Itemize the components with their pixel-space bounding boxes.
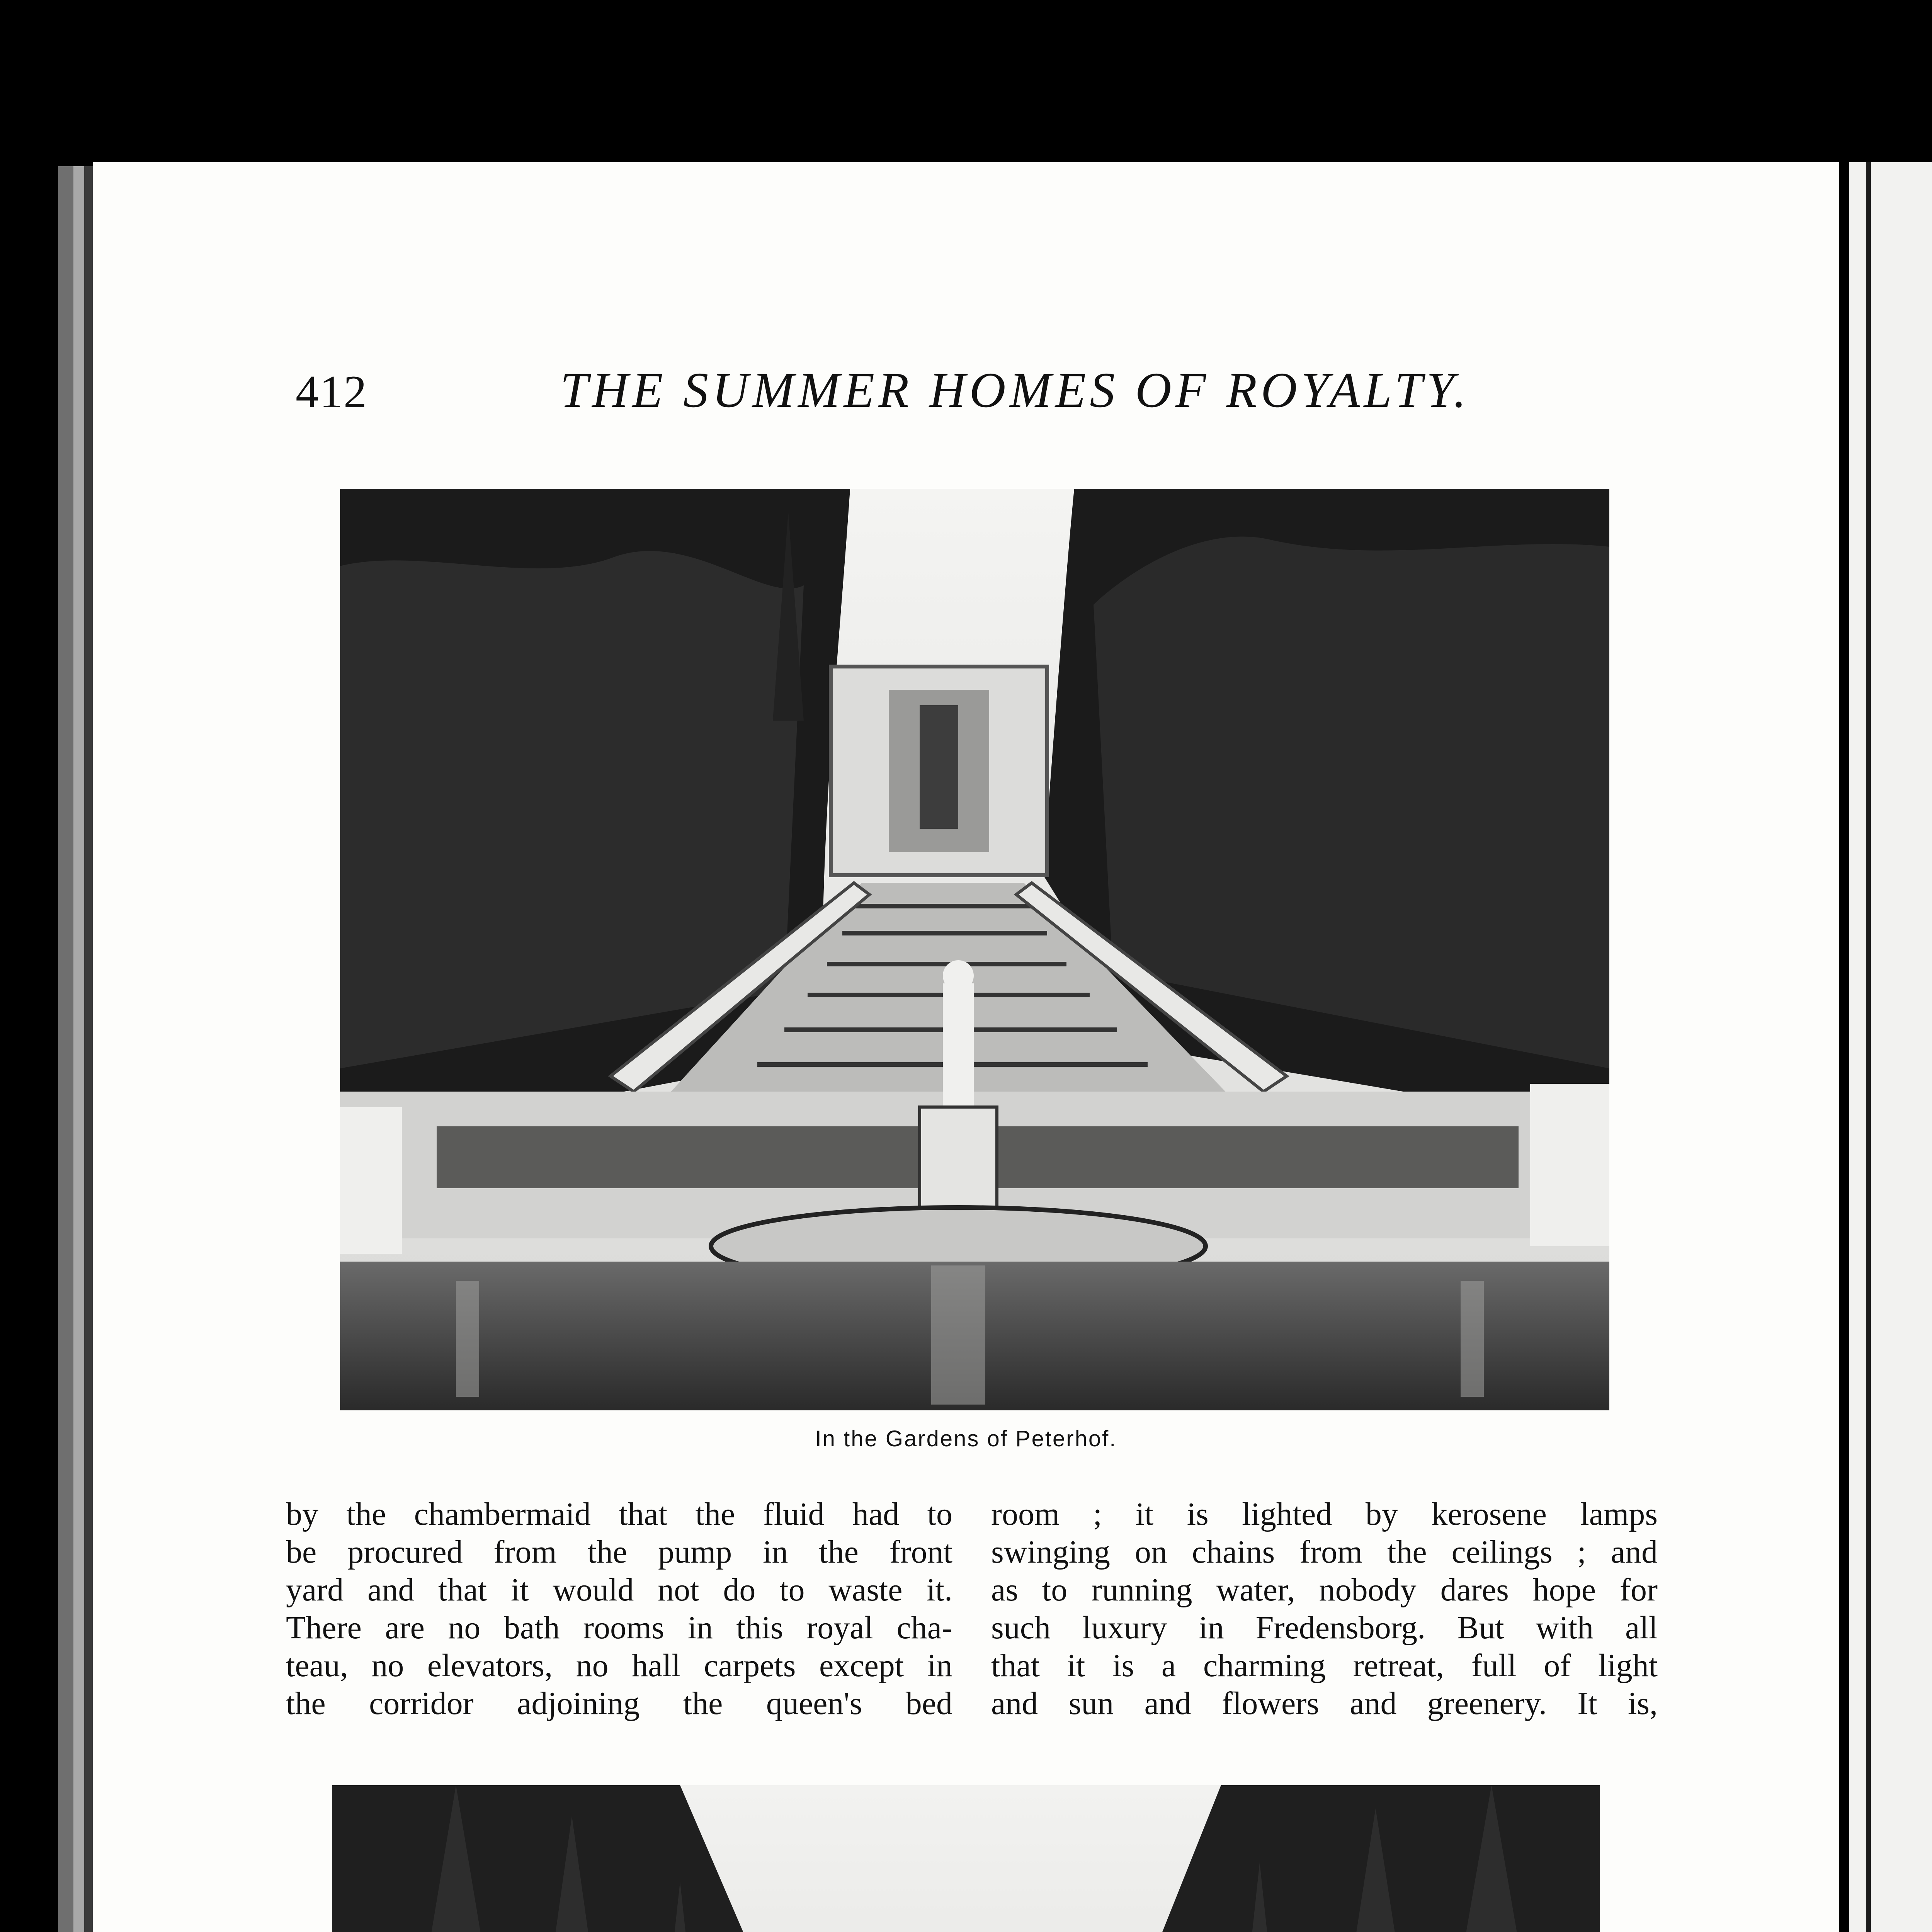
text-line: as to running water, nobody dares hope for bbox=[991, 1572, 1658, 1608]
book-edge bbox=[73, 166, 84, 1932]
body-text-left-column bbox=[286, 1495, 952, 1723]
body-text-right-column bbox=[991, 1495, 1658, 1723]
text-line: be procured from the pump in the front bbox=[286, 1534, 952, 1570]
book-edge bbox=[84, 166, 93, 1932]
text-line: such luxury in Fredensborg. But with all bbox=[991, 1610, 1658, 1646]
text-line: swinging on chains from the ceilings ; and bbox=[991, 1534, 1658, 1570]
text-line: teau, no elevators, no hall carpets except in bbox=[286, 1648, 952, 1684]
page-number: 412 bbox=[296, 366, 367, 417]
text-line: that it is a charming retreat, full of light bbox=[991, 1648, 1658, 1684]
text-line: There are no bath rooms in this royal cha- bbox=[286, 1610, 952, 1646]
text-line: by the chambermaid that the fluid had to bbox=[286, 1496, 952, 1532]
text-line: room ; it is lighted by kerosene lamps bbox=[991, 1496, 1658, 1532]
book-gutter bbox=[1866, 162, 1871, 1932]
figure-caption: In the Gardens of Peterhof. bbox=[815, 1426, 1117, 1451]
text-line: and sun and flowers and greenery. It is, bbox=[991, 1685, 1658, 1721]
text-line: yard and that it would not do to waste it. bbox=[286, 1572, 952, 1608]
facing-page-edge bbox=[1849, 162, 1932, 1932]
running-title: THE SUMMER HOMES OF ROYALTY. bbox=[560, 362, 1470, 418]
book-edge bbox=[58, 166, 73, 1932]
photo-fountains-at-peterhof bbox=[332, 1785, 1600, 1932]
photo-gardens-of-peterhof bbox=[340, 489, 1609, 1410]
text-line: the corridor adjoining the queen's bed bbox=[286, 1685, 952, 1721]
